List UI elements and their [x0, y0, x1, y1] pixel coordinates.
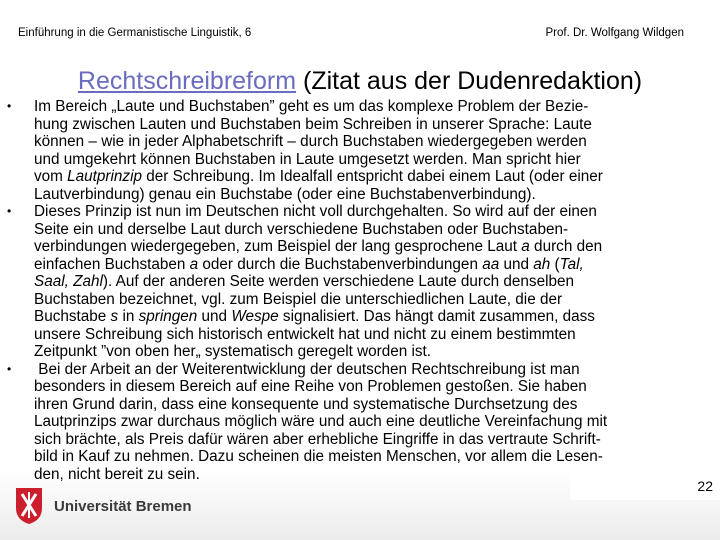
university-seal-icon — [14, 486, 44, 526]
text-line: Lautprinzips zwar durchaus möglich wäre und auch eine deutliche Vereinfachung mit — [34, 413, 608, 430]
text-line: hung zwischen Lauten und Buchstaben beim Schreiben in unserer Sprache: Laute — [34, 115, 592, 133]
page-number: 22 — [697, 478, 713, 494]
text-line: sich brächte, als Preis dafür wären aber erhebliche Eingriffe in das vertraute Schrift- — [34, 430, 601, 448]
slide-title — [0, 66, 720, 96]
text-line: und umgekehrt können Buchstaben in Laute umgesetzt werden. Man spricht hier — [34, 150, 581, 168]
text-line: Seite ein und derselbe Laut durch verschiedene Buchstaben oder Buchstaben- — [34, 220, 569, 238]
text-line: einfachen Buchstaben a oder durch die Buchstabenverbindungen aa und ah (Tal, — [34, 255, 584, 273]
text-line: den, nicht bereit zu sein. — [34, 465, 200, 483]
text-line: verbindungen wiedergegeben, zum Beispiel der lang gesprochene Laut a durch den — [34, 238, 603, 255]
text-line: Zeitpunkt ”von oben her„ systematisch geregelt worden ist. — [34, 343, 432, 360]
title-text: (Zitat aus der Dudenredaktion) — [296, 67, 643, 95]
text-line: können – wie in jeder Alphabetschrift – durch Buchstaben wiedergegeben werden — [34, 133, 587, 150]
text-line: besonders in diesem Bereich auf eine Reihe von Problemen gestoßen. Sie haben — [34, 378, 587, 395]
text-line: ihren Grund darin, dass eine konsequente und systematische Durchsetzung des — [34, 395, 578, 413]
bullet: • — [7, 361, 12, 376]
slide-body — [7, 98, 694, 483]
text-line: Buchstaben bezeichnet, vgl. zum Beispiel die unterschiedlichen Laute, die der — [34, 290, 563, 308]
header-course-title: Einführung in die Germanistische Linguistik, 6 — [18, 27, 252, 39]
text-line: • Bei der Arbeit an der Weiterentwicklung der deutschen Rechtschreibung ist man — [7, 360, 580, 378]
header-author: Prof. Dr. Wolfgang Wildgen — [545, 27, 684, 39]
text-line: vom Lautprinzip der Schreibung. Im Idealfall entspricht dabei einem Laut (oder einer — [34, 168, 603, 185]
text-line: unsere Schreibung sich historisch entwickelt hat und nicht zu einem bestimmten — [34, 325, 576, 343]
text-line: bild in Kauf zu nehmen. Dazu scheinen die meisten Menschen, vor allem die Lesen- — [34, 448, 603, 465]
text-line: • Im Bereich „Laute und Buchstaben” geht es um das komplexe Problem der Bezie- — [7, 98, 589, 115]
university-name: Universität Bremen — [54, 498, 192, 515]
text-line: Lautverbindung) genau ein Buchstabe (oder eine Buchstabenverbindung). — [34, 185, 536, 203]
title-link[interactable]: Rechtschreibreform — [77, 67, 297, 95]
text-line: Buchstabe s in springen und Wespe signalisiert. Das hängt damit zusammen, dass — [34, 308, 595, 325]
bullet: • — [7, 204, 12, 218]
bullet: • — [7, 99, 12, 113]
text-line: • Dieses Prinzip ist nun im Deutschen nicht voll durchgehalten. So wird auf der einen — [7, 203, 597, 220]
text-line: Saal, Zahl). Auf der anderen Seite werden verschiedene Laute durch denselben — [34, 273, 575, 290]
